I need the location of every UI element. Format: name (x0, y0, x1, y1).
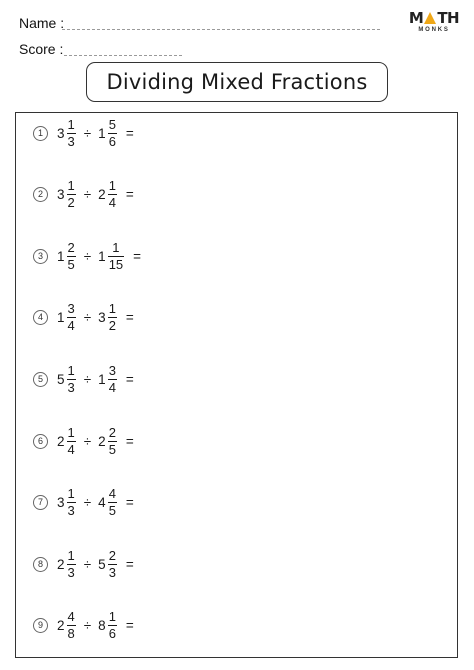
equals-sign: = (125, 495, 134, 511)
brand-subtitle: MONKS (418, 27, 450, 33)
question-number: 6 (33, 434, 48, 449)
denominator: 3 (108, 564, 116, 580)
question-number: 8 (33, 557, 48, 572)
question-number: 4 (33, 310, 48, 325)
fraction-1 (67, 241, 76, 272)
numerator: 3 (108, 362, 116, 378)
equals-sign: = (125, 556, 134, 572)
whole-number-1: 5 (57, 371, 65, 387)
numerator: 2 (108, 547, 116, 563)
equals-sign: = (125, 125, 134, 141)
denominator: 4 (108, 195, 116, 211)
problem-row (33, 238, 181, 274)
brand-logo (408, 10, 460, 34)
brand-letter-m: M (408, 9, 424, 27)
fraction-1 (67, 487, 76, 518)
problem-row (33, 115, 174, 151)
whole-number-1: 2 (57, 556, 65, 572)
numerator: 1 (112, 239, 120, 255)
whole-number-1: 3 (57, 187, 65, 203)
equals-sign: = (125, 618, 134, 634)
question-number: 7 (33, 495, 48, 510)
equals-sign: = (125, 187, 134, 203)
numerator: 1 (67, 116, 75, 132)
divide-sign: ÷ (83, 187, 92, 203)
problem-row (33, 361, 174, 397)
title-box (86, 62, 388, 102)
fraction-2 (108, 610, 117, 641)
divide-sign: ÷ (83, 556, 92, 572)
divide-sign: ÷ (83, 433, 92, 449)
divide-sign: ÷ (83, 310, 92, 326)
brand-wordmark (408, 10, 460, 26)
denominator: 5 (108, 503, 116, 519)
whole-number-2: 2 (98, 187, 106, 203)
whole-number-1: 3 (57, 125, 65, 141)
answer-space[interactable] (134, 495, 174, 511)
answer-space[interactable] (134, 187, 174, 203)
fraction-2 (108, 179, 117, 210)
whole-number-1: 1 (57, 310, 65, 326)
fraction-1 (67, 118, 76, 149)
answer-space[interactable] (134, 618, 174, 634)
numerator: 1 (108, 301, 116, 317)
problem-row (33, 300, 174, 336)
numerator: 3 (67, 301, 75, 317)
fraction-1 (67, 549, 76, 580)
numerator: 1 (67, 486, 75, 502)
denominator: 5 (108, 441, 116, 457)
score-line[interactable] (64, 55, 182, 56)
fraction-1 (67, 302, 76, 333)
problem-row (33, 177, 174, 213)
answer-space[interactable] (134, 433, 174, 449)
whole-number-1: 3 (57, 495, 65, 511)
page-title: Dividing Mixed Fractions (106, 70, 368, 94)
equals-sign: = (125, 310, 134, 326)
denominator: 6 (108, 133, 116, 149)
fraction-1 (67, 610, 76, 641)
whole-number-2: 2 (98, 433, 106, 449)
whole-number-2: 3 (98, 310, 106, 326)
whole-number-1: 2 (57, 433, 65, 449)
numerator: 2 (108, 424, 116, 440)
question-number: 2 (33, 187, 48, 202)
whole-number-2: 4 (98, 495, 106, 511)
divide-sign: ÷ (83, 495, 92, 511)
denominator: 3 (67, 133, 75, 149)
denominator: 2 (67, 195, 75, 211)
answer-space[interactable] (134, 371, 174, 387)
whole-number-1: 1 (57, 248, 65, 264)
denominator: 4 (67, 441, 75, 457)
question-number: 1 (33, 126, 48, 141)
fraction-2 (108, 364, 117, 395)
denominator: 8 (67, 626, 75, 642)
denominator: 3 (67, 503, 75, 519)
denominator: 6 (108, 626, 116, 642)
whole-number-2: 1 (98, 248, 106, 264)
denominator: 5 (67, 256, 75, 272)
numerator: 5 (108, 116, 116, 132)
fraction-1 (67, 426, 76, 457)
numerator: 2 (67, 239, 75, 255)
fraction-2 (108, 487, 117, 518)
question-number: 3 (33, 249, 48, 264)
equals-sign: = (125, 371, 134, 387)
question-number: 9 (33, 618, 48, 633)
whole-number-2: 8 (98, 618, 106, 634)
fraction-2 (108, 426, 117, 457)
equals-sign: = (125, 433, 134, 449)
fraction-2 (108, 302, 117, 333)
divide-sign: ÷ (83, 125, 92, 141)
whole-number-2: 5 (98, 556, 106, 572)
fraction-2 (108, 118, 117, 149)
whole-number-2: 1 (98, 125, 106, 141)
equals-sign: = (133, 248, 142, 264)
divide-sign: ÷ (83, 618, 92, 634)
answer-space[interactable] (134, 556, 174, 572)
numerator: 4 (67, 609, 75, 625)
divide-sign: ÷ (83, 371, 92, 387)
numerator: 1 (67, 547, 75, 563)
numerator: 4 (108, 486, 116, 502)
question-number: 5 (33, 372, 48, 387)
numerator: 1 (67, 178, 75, 194)
fraction-2 (108, 549, 117, 580)
denominator: 2 (108, 318, 116, 334)
answer-space[interactable] (141, 248, 181, 264)
brand-letters-th: TH (437, 9, 460, 27)
whole-number-1: 2 (57, 618, 65, 634)
answer-space[interactable] (134, 310, 174, 326)
answer-space[interactable] (134, 125, 174, 141)
problem-row (33, 546, 174, 582)
fraction-1 (67, 179, 76, 210)
name-label: Name : (19, 15, 65, 31)
divide-sign: ÷ (83, 248, 92, 264)
numerator: 1 (108, 609, 116, 625)
problem-row (33, 423, 174, 459)
denominator: 3 (67, 564, 75, 580)
denominator: 3 (67, 379, 75, 395)
name-line[interactable] (62, 29, 380, 30)
whole-number-2: 1 (98, 371, 106, 387)
denominator: 4 (108, 379, 116, 395)
triangle-icon (424, 12, 436, 24)
denominator: 4 (67, 318, 75, 334)
problem-row (33, 485, 174, 521)
fraction-1 (67, 364, 76, 395)
problem-row (33, 608, 174, 644)
numerator: 1 (108, 178, 116, 194)
denominator: 15 (108, 256, 124, 272)
score-label: Score : (19, 41, 64, 57)
numerator: 1 (67, 424, 75, 440)
problems-box (15, 112, 458, 658)
fraction-2 (108, 241, 124, 272)
numerator: 1 (67, 362, 75, 378)
